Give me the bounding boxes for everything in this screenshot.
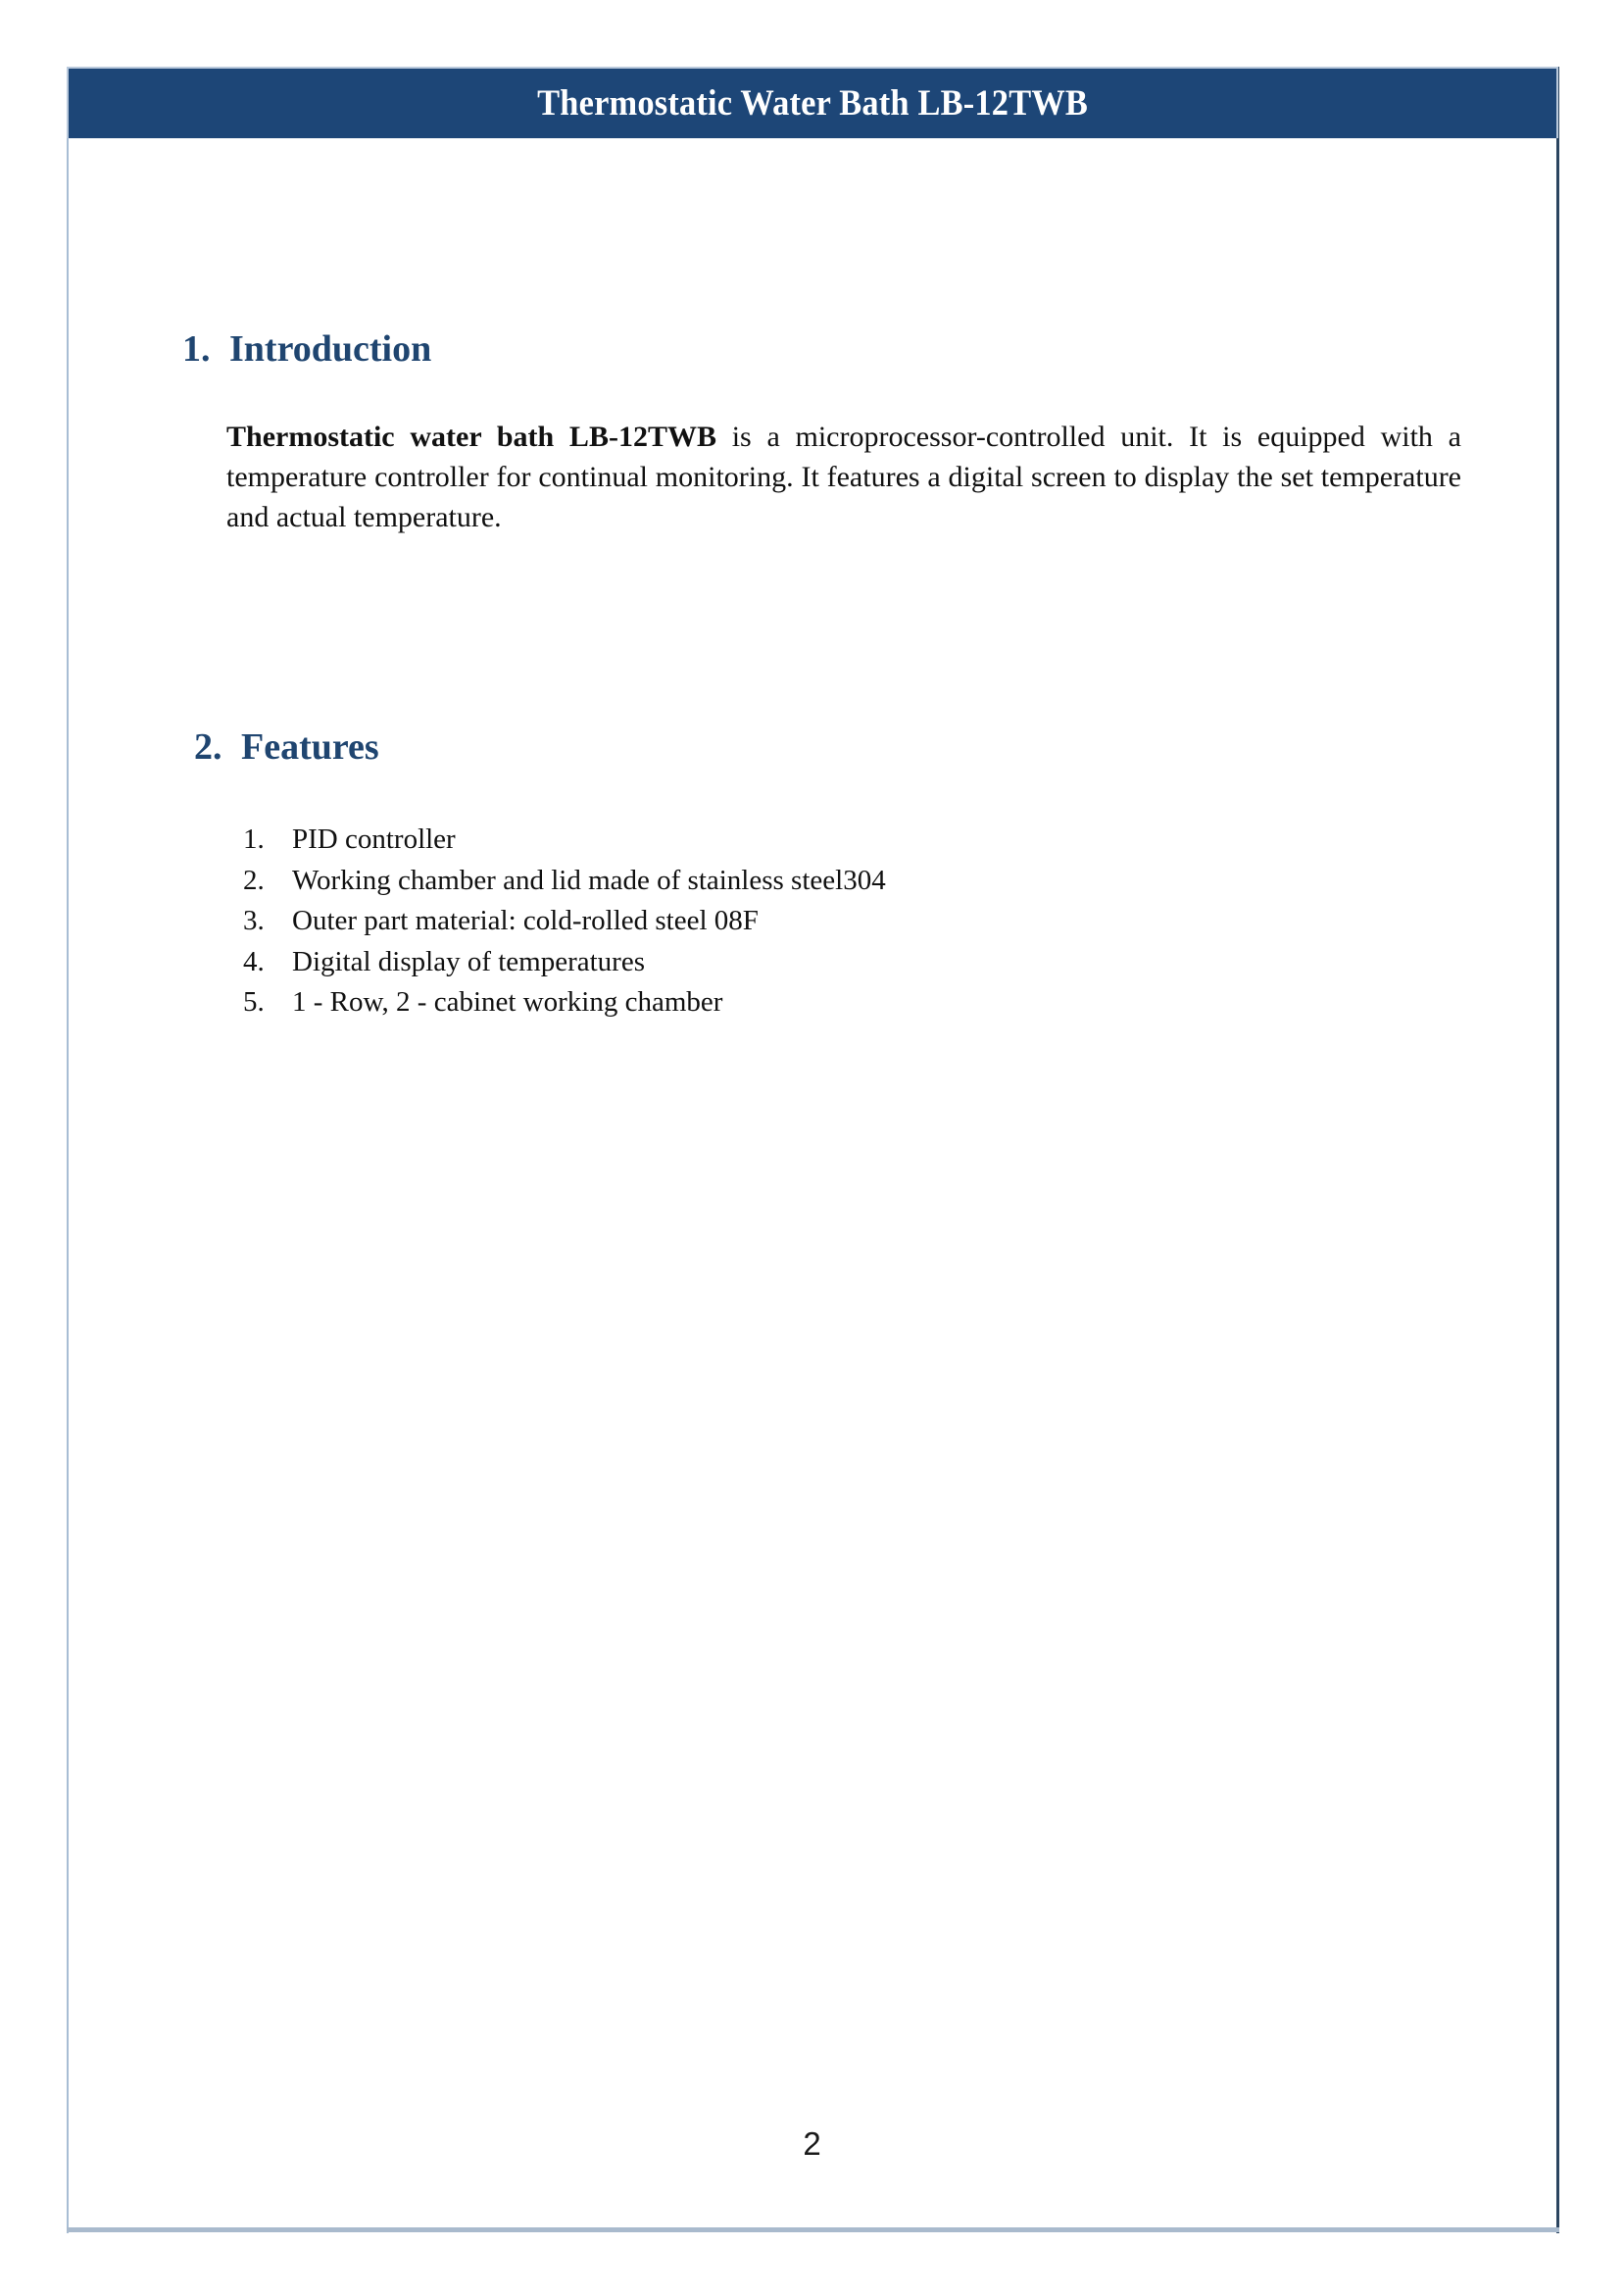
introduction-paragraph-body: is a microprocessor-controlled unit. It is equipped with a temperature controller for continual monitoring. It features a digital screen to display the set temperature and actual temperature. <box>226 421 1461 533</box>
section-title-features: Features <box>241 726 379 768</box>
list-item-number: 5. <box>243 986 265 1018</box>
list-item <box>243 861 1321 902</box>
introduction-paragraph <box>226 417 1461 537</box>
list-item <box>243 901 1321 942</box>
list-item-label: Working chamber and lid made of stainless steel304 <box>292 864 886 896</box>
features-list <box>243 820 1321 1023</box>
list-item-number: 4. <box>243 945 265 977</box>
section-heading-introduction <box>182 327 431 371</box>
list-item-label: Digital display of temperatures <box>292 945 645 977</box>
list-item <box>243 982 1321 1023</box>
section-number-features: 2. <box>194 726 222 768</box>
list-item-number: 1. <box>243 824 265 855</box>
list-item-number: 2. <box>243 864 265 896</box>
list-item <box>243 942 1321 983</box>
list-item-number: 3. <box>243 905 265 936</box>
list-item-label: 1 - Row, 2 - cabinet working chamber <box>292 986 723 1018</box>
document-title: Thermostatic Water Bath LB-12TWB <box>537 83 1088 124</box>
list-item <box>243 820 1321 861</box>
page-number: 2 <box>803 2125 821 2162</box>
section-title-introduction: Introduction <box>229 328 432 370</box>
list-item-label: Outer part material: cold-rolled steel 08F <box>292 905 759 936</box>
section-heading-features <box>194 725 379 769</box>
section-number-introduction: 1. <box>182 328 211 370</box>
list-item-label: PID controller <box>292 824 456 855</box>
introduction-paragraph-lead: Thermostatic water bath LB-12TWB <box>226 421 716 453</box>
